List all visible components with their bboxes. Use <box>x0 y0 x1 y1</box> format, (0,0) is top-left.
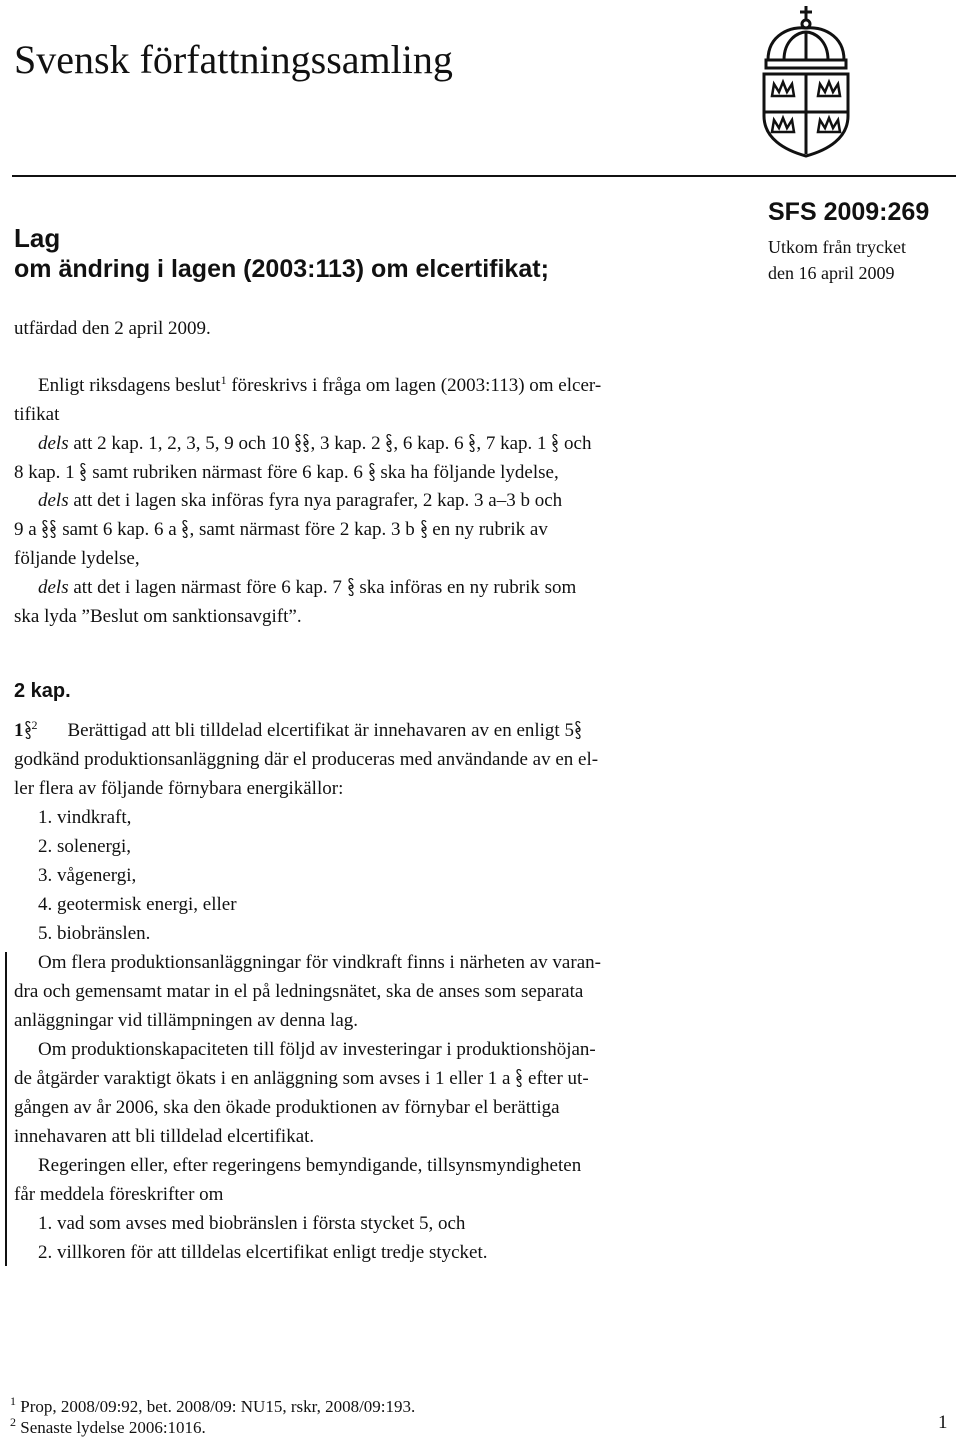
section-line: får meddela föreskrifter om <box>14 1184 224 1205</box>
section-first-line: 1 $^2$ Berättigad att bli tilldelad elcertifikat är innehavaren av en enligt 5 <box>14 719 582 743</box>
law-title: om ändring i lagen (2003:113) om elcertifikat; <box>14 255 549 283</box>
issue-date: utfärdad den 2 april 2009. <box>14 318 211 339</box>
section-sign-icon <box>574 720 582 740</box>
section-line: gången av år 2006, ska den ökade produktionen av förnybar el berättiga <box>14 1097 560 1118</box>
section-line: Om produktionskapaciteten till följd av investeringar i produktionshöjan- <box>38 1039 596 1060</box>
page-number: 1 <box>938 1412 948 1433</box>
energy-source-item: 1. vindkraft, <box>38 807 132 828</box>
section-line: ler flera av följande förnybara energikällor: <box>14 778 344 799</box>
section-line: Om flera produktionsanläggningar för vindkraft finns i närheten av varan- <box>38 952 601 973</box>
section-line: Regeringen eller, efter regeringens bemyndigande, tillsynsmyndigheten <box>38 1155 582 1176</box>
section-line: de åtgärder varaktigt ökats i en anläggning som avses i 1 eller 1 a efter ut- <box>14 1068 589 1089</box>
chapter-heading: 2 kap. <box>14 680 71 702</box>
footnote-ref: 2 <box>31 718 38 732</box>
preamble-line: dels att det i lagen närmast före 6 kap. 7 ska införas en ny rubrik som <box>38 577 577 598</box>
preamble-line: Enligt riksdagens beslut$^1$ föreskrivs i fråga om lagen (2003:113) om elcer- <box>38 373 602 396</box>
section-line: godkänd produktionsanläggning där el produceras med användande av en el- <box>14 749 599 770</box>
preamble-line: tifikat <box>14 404 60 425</box>
preamble-line: dels att det i lagen ska införas fyra nya paragrafer, 2 kap. 3 a–3 b och <box>38 490 563 511</box>
section-line: anläggningar vid tillämpningen av denna lag. <box>14 1010 359 1031</box>
footnote: $^2$ Senaste lydelse 2006:1016. <box>10 1415 206 1437</box>
sfs-number: SFS 2009:269 <box>768 198 930 226</box>
footnote-ref: 1 <box>220 373 227 387</box>
section-sign-icon <box>294 433 310 453</box>
section-number: 1 <box>14 720 24 741</box>
document-title: Svensk författningssamling <box>14 37 453 82</box>
energy-source-item: 2. solenergi, <box>38 836 132 857</box>
section-sign-icon <box>24 720 32 740</box>
section-line: innehavaren att bli tilldelad elcertifikat. <box>14 1126 315 1147</box>
energy-source-item: 3. vågenergi, <box>38 865 137 886</box>
coat-of-arms-icon <box>754 4 858 158</box>
delegation-item: 2. villkoren för att tilldelas elcertifikat enligt tredje stycket. <box>38 1242 488 1263</box>
law-type: Lag <box>14 223 61 253</box>
preamble-line: ska lyda ”Beslut om sanktionsavgift”. <box>14 606 302 627</box>
delegation-item: 1. vad som avses med biobränslen i första stycket 5, och <box>38 1213 466 1234</box>
publication-note: Utkom från trycket <box>768 237 906 257</box>
preamble-line: 9 a samt 6 kap. 6 a , samt närmast före 2 kap. 3 b en ny rubrik av <box>14 519 548 540</box>
preamble-line: följande lydelse, <box>14 548 140 569</box>
header-divider <box>12 175 956 177</box>
energy-source-item: 4. geotermisk energi, eller <box>38 894 237 915</box>
publication-date: den 16 april 2009 <box>768 263 895 283</box>
preamble-line: 8 kap. 1 samt rubriken närmast före 6 kap. 6 ska ha följande lydelse, <box>14 462 559 483</box>
preamble-line: dels att 2 kap. 1, 2, 3, 5, 9 och 10 , 3 kap. 2 , 6 kap. 6 , 7 kap. 1 och <box>38 433 592 454</box>
section-sign-icon <box>368 462 376 482</box>
section-sign-icon <box>347 577 355 597</box>
section-sign-icon <box>41 519 57 539</box>
section-sign-icon <box>420 519 428 539</box>
footnote: $^1$ Prop, 2008/09:92, bet. 2008/09: NU15, rskr, 2008/09:193. <box>10 1394 416 1416</box>
energy-source-item: 5. biobränslen. <box>38 923 151 944</box>
amendment-change-bar <box>5 952 7 1266</box>
section-line: dra och gemensamt matar in el på ledningsnätet, ska de anses som separata <box>14 981 584 1002</box>
